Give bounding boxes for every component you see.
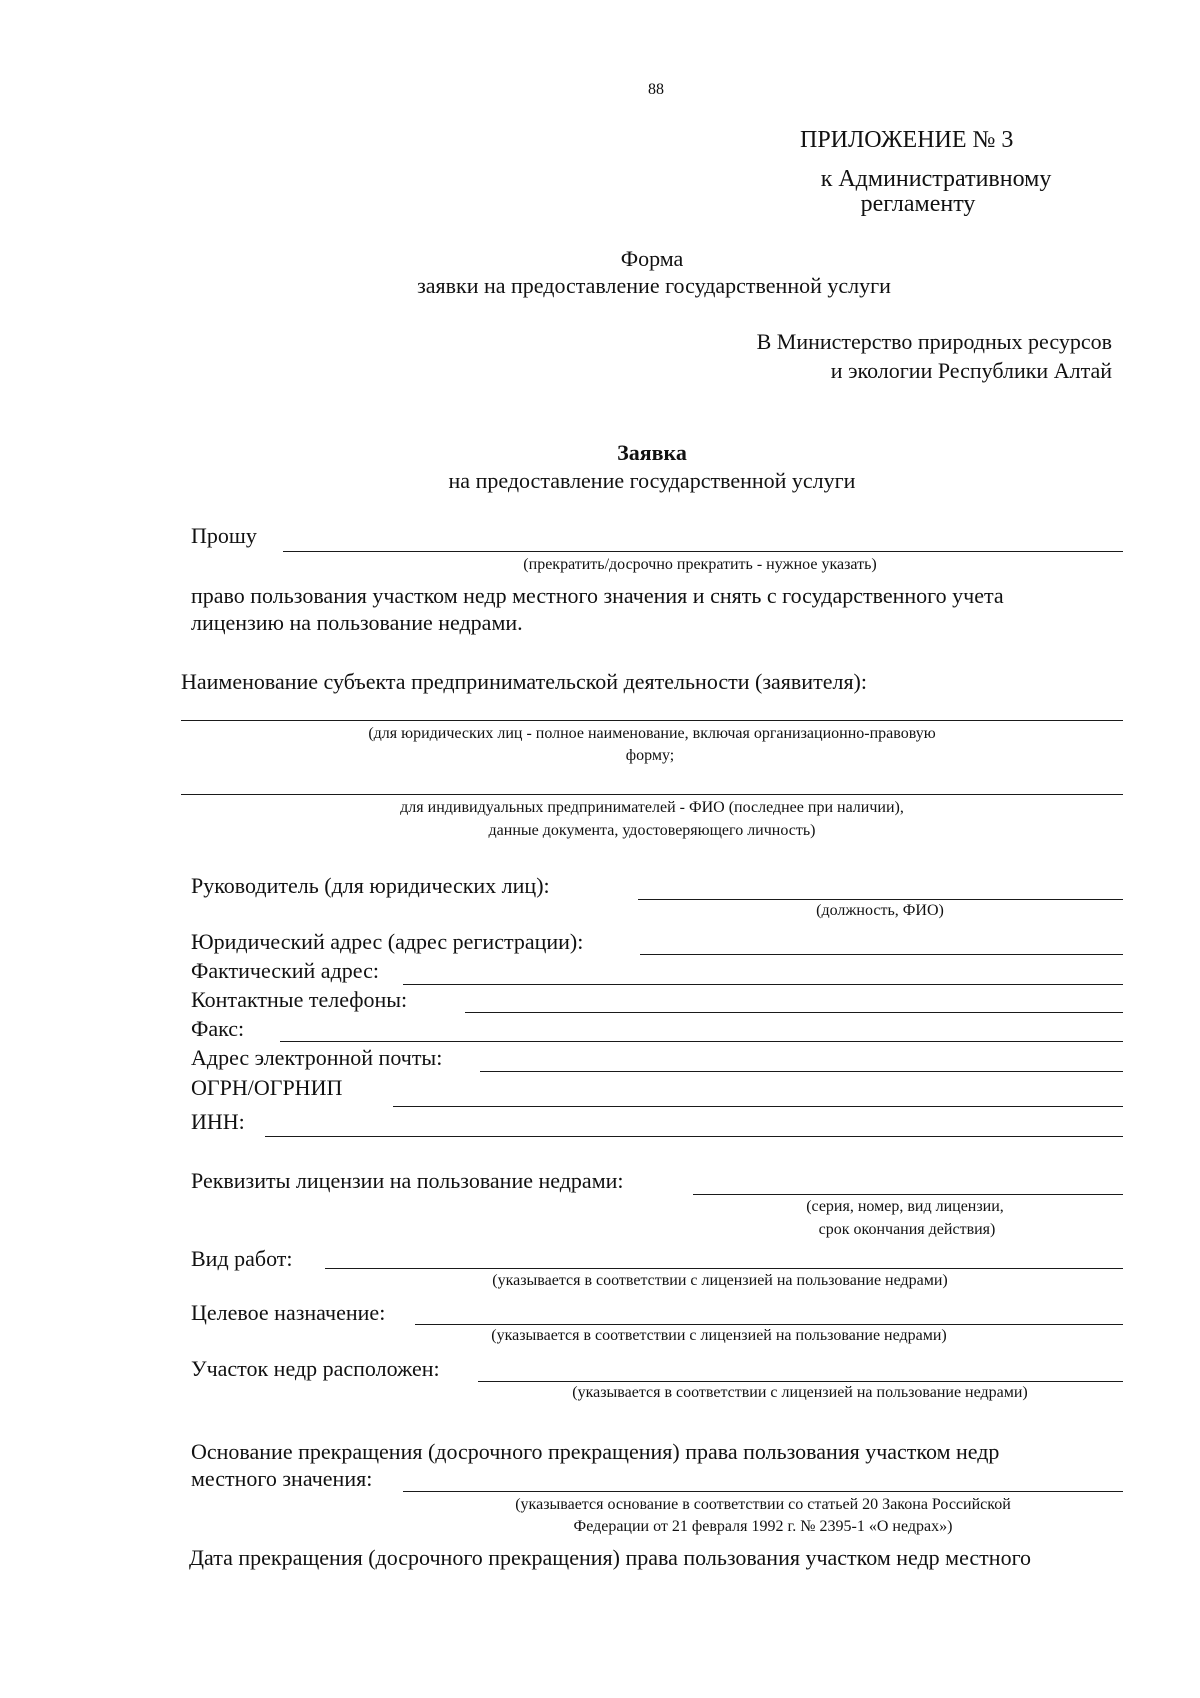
- ogrn-input-line[interactable]: [393, 1106, 1123, 1107]
- grounds-input-line[interactable]: [403, 1491, 1123, 1492]
- request-input-line[interactable]: [283, 551, 1123, 552]
- head-label: Руководитель (для юридических лиц):: [191, 873, 550, 898]
- grounds-hint-line-1: (указывается основание в соответствии со статьей 20 Закона Российской: [515, 1496, 1011, 1513]
- application-title: Заявка: [617, 440, 687, 465]
- subject-input-line-2[interactable]: [181, 794, 1123, 795]
- license-input-line[interactable]: [693, 1194, 1123, 1195]
- email-label: Адрес электронной почты:: [191, 1045, 443, 1070]
- subject-label: Наименование субъекта предпринимательской деятельности (заявителя):: [181, 669, 867, 694]
- subject-hint-2-line-2: данные документа, удостоверяющего личность): [488, 822, 816, 839]
- purpose-label: Целевое назначение:: [191, 1300, 386, 1325]
- grounds-hint-line-2: Федерации от 21 февраля 1992 г. № 2395-1 «О недрах»): [573, 1518, 953, 1535]
- appendix-title: ПРИЛОЖЕНИЕ № 3: [800, 127, 1014, 153]
- legal-address-label: Юридический адрес (адрес регистрации):: [191, 929, 584, 954]
- appendix-line-2: регламенту: [860, 191, 976, 217]
- form-heading-line-2: заявки на предоставление государственной услуги: [417, 273, 891, 298]
- subject-hint-1-line-2: форму;: [625, 747, 675, 764]
- request-hint: (прекратить/досрочно прекратить - нужное указать): [523, 556, 877, 573]
- head-hint: (должность, ФИО): [816, 902, 944, 919]
- request-text-line-1: право пользования участком недр местного значения и снять с государственного учета: [191, 583, 1004, 608]
- purpose-input-line[interactable]: [415, 1324, 1123, 1325]
- location-label: Участок недр расположен:: [191, 1356, 440, 1381]
- page-number: 88: [648, 81, 664, 98]
- license-hint-line-2: срок окончания действия): [818, 1221, 996, 1238]
- actual-address-input-line[interactable]: [403, 984, 1123, 985]
- fax-input-line[interactable]: [280, 1041, 1123, 1042]
- ogrn-label: ОГРН/ОГРНИП: [191, 1075, 343, 1100]
- appendix-line-1: к Административному: [820, 166, 1052, 192]
- form-heading-line-1: Форма: [620, 246, 684, 271]
- termination-date-line-1: Дата прекращения (досрочного прекращения) права пользования участком недр местного: [189, 1545, 1032, 1570]
- request-text-line-2: лицензию на пользование недрами.: [191, 610, 523, 635]
- subject-hint-2-line-1: для индивидуальных предпринимателей - ФИО (последнее при наличии),: [400, 799, 904, 816]
- request-label: Прошу: [191, 523, 257, 548]
- grounds-text-line-1: Основание прекращения (досрочного прекращения) права пользования участком недр: [191, 1439, 1000, 1464]
- subject-input-line-1[interactable]: [181, 720, 1123, 721]
- inn-input-line[interactable]: [265, 1136, 1123, 1137]
- subject-hint-1-line-1: (для юридических лиц - полное наименование, включая организационно-правовую: [368, 725, 936, 742]
- license-label: Реквизиты лицензии на пользование недрами:: [191, 1168, 624, 1193]
- location-input-line[interactable]: [478, 1381, 1123, 1382]
- head-input-line[interactable]: [638, 899, 1123, 900]
- fax-label: Факс:: [191, 1016, 245, 1041]
- work-type-input-line[interactable]: [325, 1268, 1123, 1269]
- addressee-line-1: В Министерство природных ресурсов: [756, 329, 1112, 354]
- actual-address-label: Фактический адрес:: [191, 958, 379, 983]
- grounds-text-line-2: местного значения:: [191, 1466, 373, 1491]
- application-subtitle: на предоставление государственной услуги: [448, 468, 856, 493]
- work-type-label: Вид работ:: [191, 1246, 293, 1271]
- addressee-line-2: и экологии Республики Алтай: [830, 358, 1112, 383]
- phones-input-line[interactable]: [465, 1012, 1123, 1013]
- location-hint: (указывается в соответствии с лицензией на пользование недрами): [572, 1384, 1028, 1401]
- work-type-hint: (указывается в соответствии с лицензией на пользование недрами): [492, 1272, 948, 1289]
- phones-label: Контактные телефоны:: [191, 987, 408, 1012]
- legal-address-input-line[interactable]: [640, 954, 1123, 955]
- email-input-line[interactable]: [480, 1071, 1123, 1072]
- license-hint-line-1: (серия, номер, вид лицензии,: [806, 1198, 1004, 1215]
- inn-label: ИНН:: [191, 1109, 245, 1134]
- purpose-hint: (указывается в соответствии с лицензией на пользование недрами): [491, 1327, 947, 1344]
